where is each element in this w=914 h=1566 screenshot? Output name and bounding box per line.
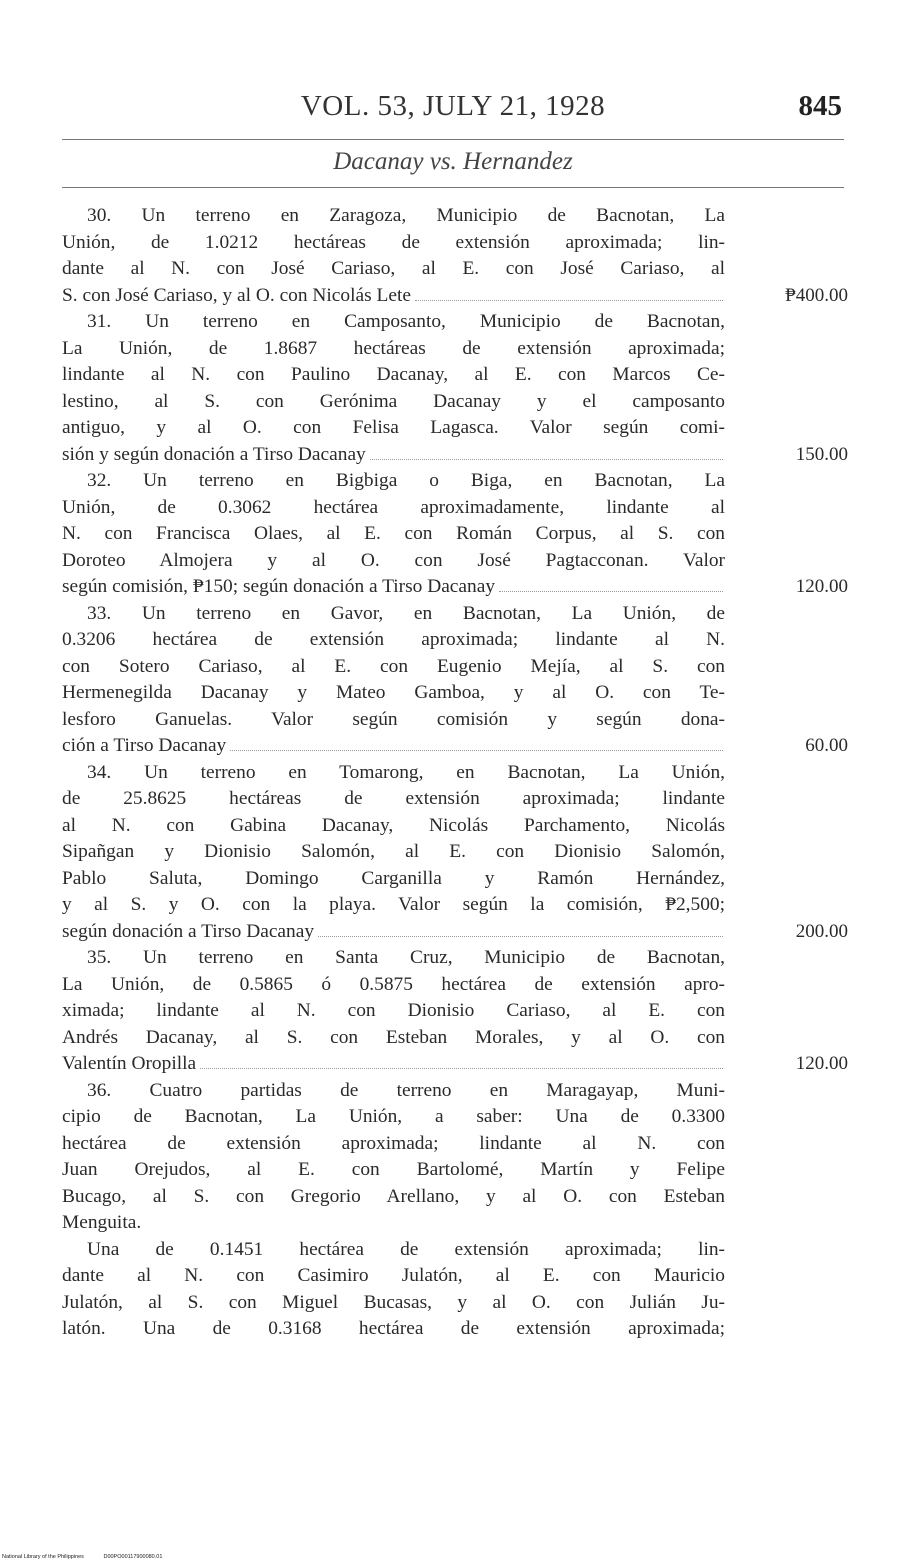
text-line: [62, 442, 852, 469]
line-text: La Unión, de 0.5865 ó 0.5875 hectárea de extensión apro-: [62, 973, 725, 995]
text-line: [62, 548, 852, 575]
text-line: [62, 1263, 852, 1290]
text-line: [62, 1025, 852, 1052]
text-line: [62, 760, 852, 787]
dot-leader: [230, 750, 723, 751]
scan-credit: [2, 1554, 180, 1560]
line-text: ximada; lindante al N. con Dionisio Cariaso, al E. con: [62, 1000, 725, 1021]
running-title: VOL. 53, JULY 21, 1928: [300, 90, 606, 122]
text-line: [62, 1290, 852, 1317]
line-text: Julatón, al S. con Miguel Bucasas, y al O. con Julián Ju-: [62, 1291, 725, 1313]
text-line: [62, 813, 852, 840]
line-text: hectárea de extensión aproximada; lindante al N. con: [62, 1132, 725, 1154]
line-text: 32. Un terreno en Bigbiga o Biga, en Bacnotan, La: [87, 470, 725, 491]
amount-value: 120.00: [795, 576, 848, 597]
text-line: [62, 601, 852, 628]
line-text: Unión, de 0.3062 hectárea aproximadamente, lindante al: [62, 496, 725, 518]
line-text: Sipañgan y Dionisio Salomón, al E. con Dionisio Salomón,: [62, 841, 725, 862]
line-text: Una de 0.1451 hectárea de extensión aproximada; lin-: [87, 1238, 725, 1260]
leader-line: [62, 574, 725, 601]
line-text: antiguo, y al O. con Felisa Lagasca. Valor según comi-: [62, 417, 725, 438]
line-text: Unión, de 1.0212 hectáreas de extensión aproximada; lin-: [62, 231, 725, 253]
amount-value: 150.00: [795, 443, 848, 465]
line-text: y al S. y O. con la playa. Valor según la comisión, ₱2,500;: [62, 894, 725, 915]
line-text: de 25.8625 hectáreas de extensión aproximada; lindante: [62, 788, 725, 809]
line-text: Andrés Dacanay, al S. con Esteban Morales, y al O. con: [62, 1026, 725, 1048]
line-text: 34. Un terreno en Tomarong, en Bacnotan, La Unión,: [87, 761, 725, 783]
document-body: [62, 203, 852, 1343]
text-line: [62, 919, 852, 946]
line-text: lesforo Ganuelas. Valor según comisión y según dona-: [62, 708, 725, 730]
text-line: [62, 998, 852, 1025]
line-text: Hermenegilda Dacanay y Mateo Gamboa, y al O. con Te-: [62, 682, 725, 703]
line-text: 35. Un terreno en Santa Cruz, Municipio de Bacnotan,: [87, 947, 725, 968]
line-text: al N. con Gabina Dacanay, Nicolás Parchamento, Nicolás: [62, 814, 725, 836]
text-line: [62, 892, 852, 919]
case-title-rule: [62, 187, 844, 188]
leader-line: [62, 283, 725, 310]
amount-value: 60.00: [805, 735, 848, 756]
scan-identifier: D00PO00117900080.01: [103, 1554, 163, 1560]
text-line: [62, 1184, 852, 1211]
case-title: Dacanay vs. Hernandez: [333, 148, 573, 175]
text-line: [62, 945, 852, 972]
text-line: [62, 362, 852, 389]
line-text: según donación a Tirso Dacanay: [62, 920, 315, 942]
leader-line: [62, 919, 725, 946]
line-text: 31. Un terreno en Camposanto, Municipio de Bacnotan,: [87, 311, 725, 332]
line-text: dante al N. con Casimiro Julatón, al E. con Mauricio: [62, 1265, 725, 1286]
leader-line: [62, 733, 725, 760]
line-text: lindante al N. con Paulino Dacanay, al E. con Marcos Ce-: [62, 364, 725, 385]
line-text: S. con José Cariaso, y al O. con Nicolás Lete: [62, 284, 411, 306]
text-line: [62, 415, 852, 442]
text-line: [62, 336, 852, 363]
line-text: según comisión, ₱150; según donación a Tirso Dacanay: [62, 576, 496, 597]
line-text: Valentín Oropilla: [62, 1053, 197, 1074]
text-line: [62, 468, 852, 495]
text-line: [62, 680, 852, 707]
text-line: [62, 733, 852, 760]
page-number: 845: [798, 90, 842, 122]
line-text: Juan Orejudos, al E. con Bartolomé, Martín y Felipe: [62, 1159, 725, 1180]
text-line: [62, 1078, 852, 1105]
text-line: [62, 654, 852, 681]
header-rule: [62, 139, 844, 140]
text-line: [62, 786, 852, 813]
line-text: 30. Un terreno en Zaragoza, Municipio de Bacnotan, La: [87, 205, 725, 226]
line-text: dante al N. con José Cariaso, al E. con José Cariaso, al: [62, 258, 725, 279]
dot-leader: [499, 591, 723, 592]
text-line: [62, 1237, 852, 1264]
line-text: latón. Una de 0.3168 hectárea de extensión aproximada;: [62, 1318, 725, 1339]
line-text: cipio de Bacnotan, La Unión, a saber: Una de 0.3300: [62, 1106, 725, 1127]
text-line: [62, 1210, 852, 1237]
page-header: [62, 88, 844, 134]
line-text: N. con Francisca Olaes, al E. con Román Corpus, al S. con: [62, 523, 725, 544]
text-line: [62, 574, 852, 601]
amount-value: 200.00: [795, 920, 848, 942]
line-text: Bucago, al S. con Gregorio Arellano, y al O. con Esteban: [62, 1185, 725, 1207]
line-text: 0.3206 hectárea de extensión aproximada; lindante al N.: [62, 629, 725, 650]
library-credit: National Library of the Philippines: [2, 1554, 84, 1560]
text-line: [62, 283, 852, 310]
text-line: [62, 203, 852, 230]
amount-value: 120.00: [795, 1053, 848, 1074]
text-line: [62, 972, 852, 999]
line-text: La Unión, de 1.8687 hectáreas de extensión aproximada;: [62, 337, 725, 359]
text-line: [62, 866, 852, 893]
leader-line: [62, 442, 725, 469]
line-text: sión y según donación a Tirso Dacanay: [62, 443, 366, 465]
line-text: Menguita.: [62, 1212, 142, 1233]
text-line: [62, 309, 852, 336]
line-text: Doroteo Almojera y al O. con José Pagtacconan. Valor: [62, 549, 725, 571]
text-line: [62, 627, 852, 654]
text-line: [62, 230, 852, 257]
line-text: lestino, al S. con Gerónima Dacanay y el camposanto: [62, 390, 725, 412]
dot-leader: [370, 459, 723, 460]
amount-value: ₱400.00: [785, 284, 848, 306]
text-line: [62, 521, 852, 548]
dot-leader: [318, 936, 723, 937]
line-text: Pablo Saluta, Domingo Carganilla y Ramón Hernández,: [62, 867, 725, 889]
leader-line: [62, 1051, 725, 1078]
text-line: [62, 256, 852, 283]
dot-leader: [415, 300, 723, 301]
text-line: [62, 1131, 852, 1158]
line-text: 33. Un terreno en Gavor, en Bacnotan, La Unión, de: [87, 602, 725, 624]
text-line: [62, 495, 852, 522]
text-line: [62, 389, 852, 416]
text-line: [62, 707, 852, 734]
text-line: [62, 1157, 852, 1184]
text-line: [62, 1104, 852, 1131]
text-line: [62, 1316, 852, 1343]
text-line: [62, 1051, 852, 1078]
line-text: 36. Cuatro partidas de terreno en Maragayap, Muni-: [87, 1079, 725, 1101]
line-text: con Sotero Cariaso, al E. con Eugenio Mejía, al S. con: [62, 655, 725, 677]
line-text: ción a Tirso Dacanay: [62, 735, 227, 756]
dot-leader: [200, 1068, 723, 1069]
text-line: [62, 839, 852, 866]
